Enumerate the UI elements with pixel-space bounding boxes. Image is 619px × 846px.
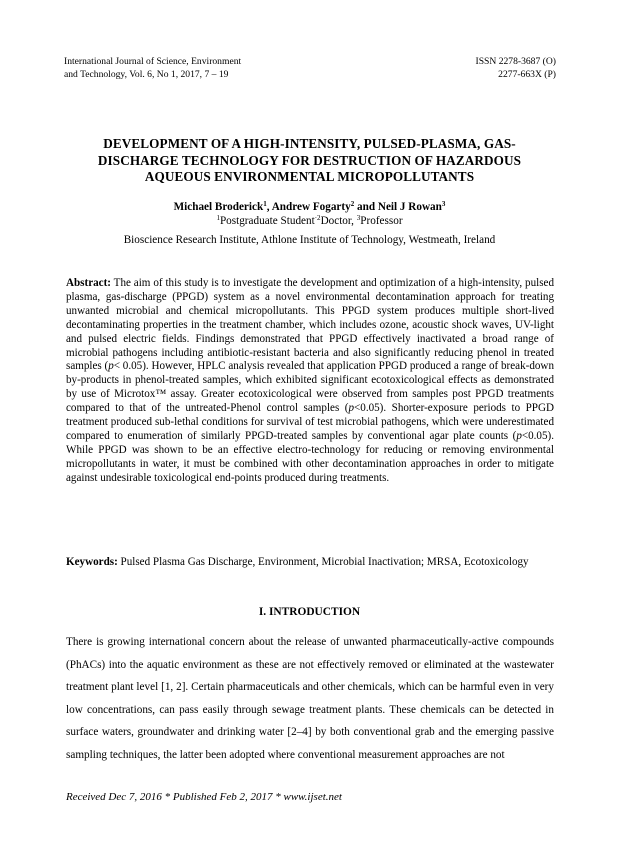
author-role: Professor	[360, 215, 403, 227]
affiliation: Bioscience Research Institute, Athlone Institute of Technology, Westmeath, Ireland	[123, 234, 496, 246]
paper-title	[40, 136, 579, 186]
abstract-text: The aim of this study is to investigate the development and optimization of a high-intensity, pulsed plasma, gas-discharge (PPGD) system as a novel environmental decontamination approach for treating unwanted microbial and chemical micropollutants. This PPGD system produces multiple short-lived decontaminating properties in the treatment chamber, which includes ozone, acoustic shock waves, UV-light and pulsed electric fields. Findings demonstrated that PPGD effectively inactivated a broad range of microbial pathogens including antibiotic-resistant bacteria and also significantly reducing phenol in treated samples (	[66, 277, 554, 373]
abstract-text: <0.05). While PPGD was shown to be an effective electro-technology for reducing or removing environmental micropollutants in water, it must be combined with other decontamination approaches in order to mitigate against undesirable toxicological end-points produced during treatments.	[66, 429, 554, 484]
author-name: Michael Broderick	[173, 201, 264, 213]
author-separator: and	[354, 201, 378, 213]
abstract-text: <0.05). Shorter-exposure periods to PPGD treatment produced sub-lethal conditions for survival of test microbial pathogens, which were underestimated compared to enumeration of similarly PPGD-treated samples by conventional agar plate counts (	[66, 402, 554, 442]
title-line-3: AQUEOUS ENVIRONMENTAL MICROPOLLUTANTS	[144, 169, 475, 184]
abstract-text: < 0.05). However, HPLC analysis revealed that application PPGD produced a range of break-down by-products in phenol-treated samples, which exhibited significant ecotoxicological effects as demonstrated by use of Microtox™ assay. Greater ecotoxicological were observed from samples post PPGD treatments compared to that of the untreated-Phenol control samples (	[66, 360, 554, 415]
issn-print: 2277-663X (P)	[498, 68, 556, 80]
p-value-symbol: p	[516, 429, 522, 442]
author-superscript: 1	[263, 200, 267, 208]
author-superscript: 3	[441, 200, 446, 208]
journal-volume: and Technology, Vol. 6, No 1, 2017, 7 – 19	[64, 68, 229, 80]
role-superscript: 3	[356, 214, 361, 222]
section-heading: I. INTRODUCTION	[258, 606, 361, 618]
role-superscript: ·2	[314, 214, 321, 222]
issn-online: ISSN 2278-3687 (O)	[475, 56, 556, 67]
introduction-paragraph: There is growing international concern about the release of unwanted pharmaceutically-active compounds (PhACs) into the aquatic environment as these are not effectively removed or eliminated at the wastewater treatment plant level [1, 2]. Certain pharmaceuticals and other chemicals, which can be harmful even in very low concentrations, can pass easily through sewage treatment plants. These chemicals can be detected in surface waters, groundwater and drinking water [2–4] by both conventional grab and the emerging passive sampling techniques, the latter been adopted where conventional measurement approaches are not	[66, 636, 554, 761]
page-footer: Received Dec 7, 2016 * Published Feb 2, 2017 * www.ijset.net	[66, 791, 342, 803]
author-name: Andrew Fogarty	[271, 201, 351, 213]
author-superscript: 2	[350, 200, 355, 208]
p-value-symbol: p	[348, 402, 355, 415]
abstract-label: Abstract:	[66, 277, 111, 289]
author-role: Postgraduate Student	[219, 215, 315, 227]
author-list	[0, 200, 619, 214]
author-role: Doctor,	[320, 215, 357, 227]
p-value-symbol: p	[108, 360, 114, 373]
issn-header	[476, 56, 556, 81]
journal-name: International Journal of Science, Environment	[64, 56, 242, 67]
title-line-2: DISCHARGE TECHNOLOGY FOR DESTRUCTION OF HAZARDOUS	[97, 152, 522, 168]
author-name: Neil J Rowan	[377, 201, 442, 213]
keywords-label: Keywords:	[66, 556, 118, 568]
keywords-text: Pulsed Plasma Gas Discharge, Environment, Microbial Inactivation; MRSA, Ecotoxicology	[117, 556, 529, 568]
role-superscript: 1	[216, 214, 220, 222]
title-line-1: DEVELOPMENT OF A HIGH-INTENSITY, PULSED-PLASMA, GAS-	[103, 136, 516, 151]
author-separator: ,	[266, 201, 272, 213]
abstract	[66, 277, 554, 486]
journal-header	[64, 56, 241, 81]
author-roles	[0, 214, 619, 228]
keywords	[66, 556, 554, 570]
